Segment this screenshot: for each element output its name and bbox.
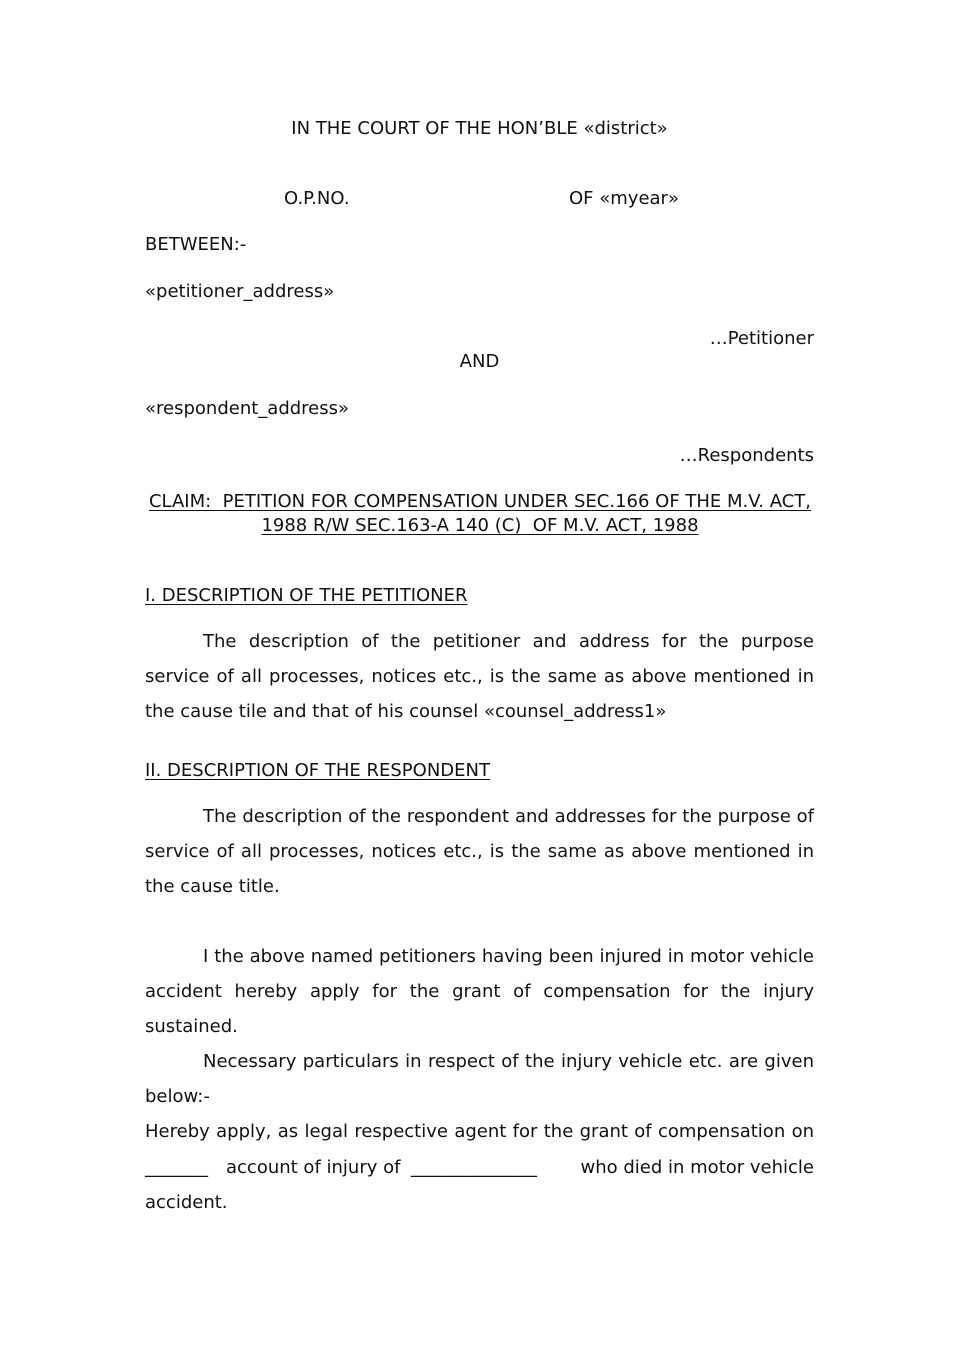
petitioner-description-text: The description of the petitioner and address for the purpose service of all processes, notices etc., is the same as above mentioned in the cause tile and that of his counsel «counsel_address1» bbox=[145, 631, 814, 722]
who-died-text: who died in motor vehicle bbox=[580, 1157, 814, 1178]
petitioners-application-text: I the above named petitioners having been injured in motor vehicle accident hereby apply for the grant of compensation for the injury sustained. bbox=[145, 946, 814, 1037]
blank-name: ______________ bbox=[411, 1157, 537, 1178]
respondents-label: …Respondents bbox=[679, 445, 814, 466]
accident-text: accident. bbox=[145, 1192, 228, 1213]
petitioner-label: …Petitioner bbox=[709, 328, 814, 349]
respondent-description-text: The description of the respondent and addresses for the purpose of service of all processes, notices etc., is the same as above mentioned in the cause title. bbox=[145, 806, 814, 897]
between-label: BETWEEN:- bbox=[145, 234, 247, 255]
claim-line-1: CLAIM: PETITION FOR COMPENSATION UNDER SEC.166 OF THE M.V. ACT, bbox=[148, 491, 811, 512]
respondent-address: «respondent_address» bbox=[145, 398, 350, 419]
apply-line-1-text: Hereby apply, as legal respective agent for the grant of compensation on bbox=[145, 1121, 814, 1142]
of-year: OF «myear» bbox=[569, 188, 679, 209]
court-title: IN THE COURT OF THE HON’BLE «district» bbox=[291, 118, 668, 139]
section-heading-petitioner: I. DESCRIPTION OF THE PETITIONER bbox=[145, 585, 468, 606]
claim-line-2: 1988 R/W SEC.163-A 140 (C) OF M.V. ACT, 1988 bbox=[261, 515, 699, 536]
particulars-text: Necessary particulars in respect of the injury vehicle etc. are given below:- bbox=[145, 1051, 814, 1107]
section-heading-respondent: II. DESCRIPTION OF THE RESPONDENT bbox=[145, 760, 490, 781]
account-of-injury-text: account of injury of bbox=[226, 1157, 401, 1178]
petitioners-application bbox=[145, 939, 814, 1044]
blank-account: _______ bbox=[145, 1157, 208, 1178]
and-label: AND bbox=[459, 351, 500, 372]
apply-line-1 bbox=[145, 1114, 814, 1149]
respondent-description bbox=[145, 799, 814, 904]
petitioner-address: «petitioner_address» bbox=[145, 281, 335, 302]
op-number: O.P.NO. bbox=[284, 188, 350, 209]
petitioner-description bbox=[145, 624, 814, 729]
particulars-paragraph bbox=[145, 1044, 814, 1114]
